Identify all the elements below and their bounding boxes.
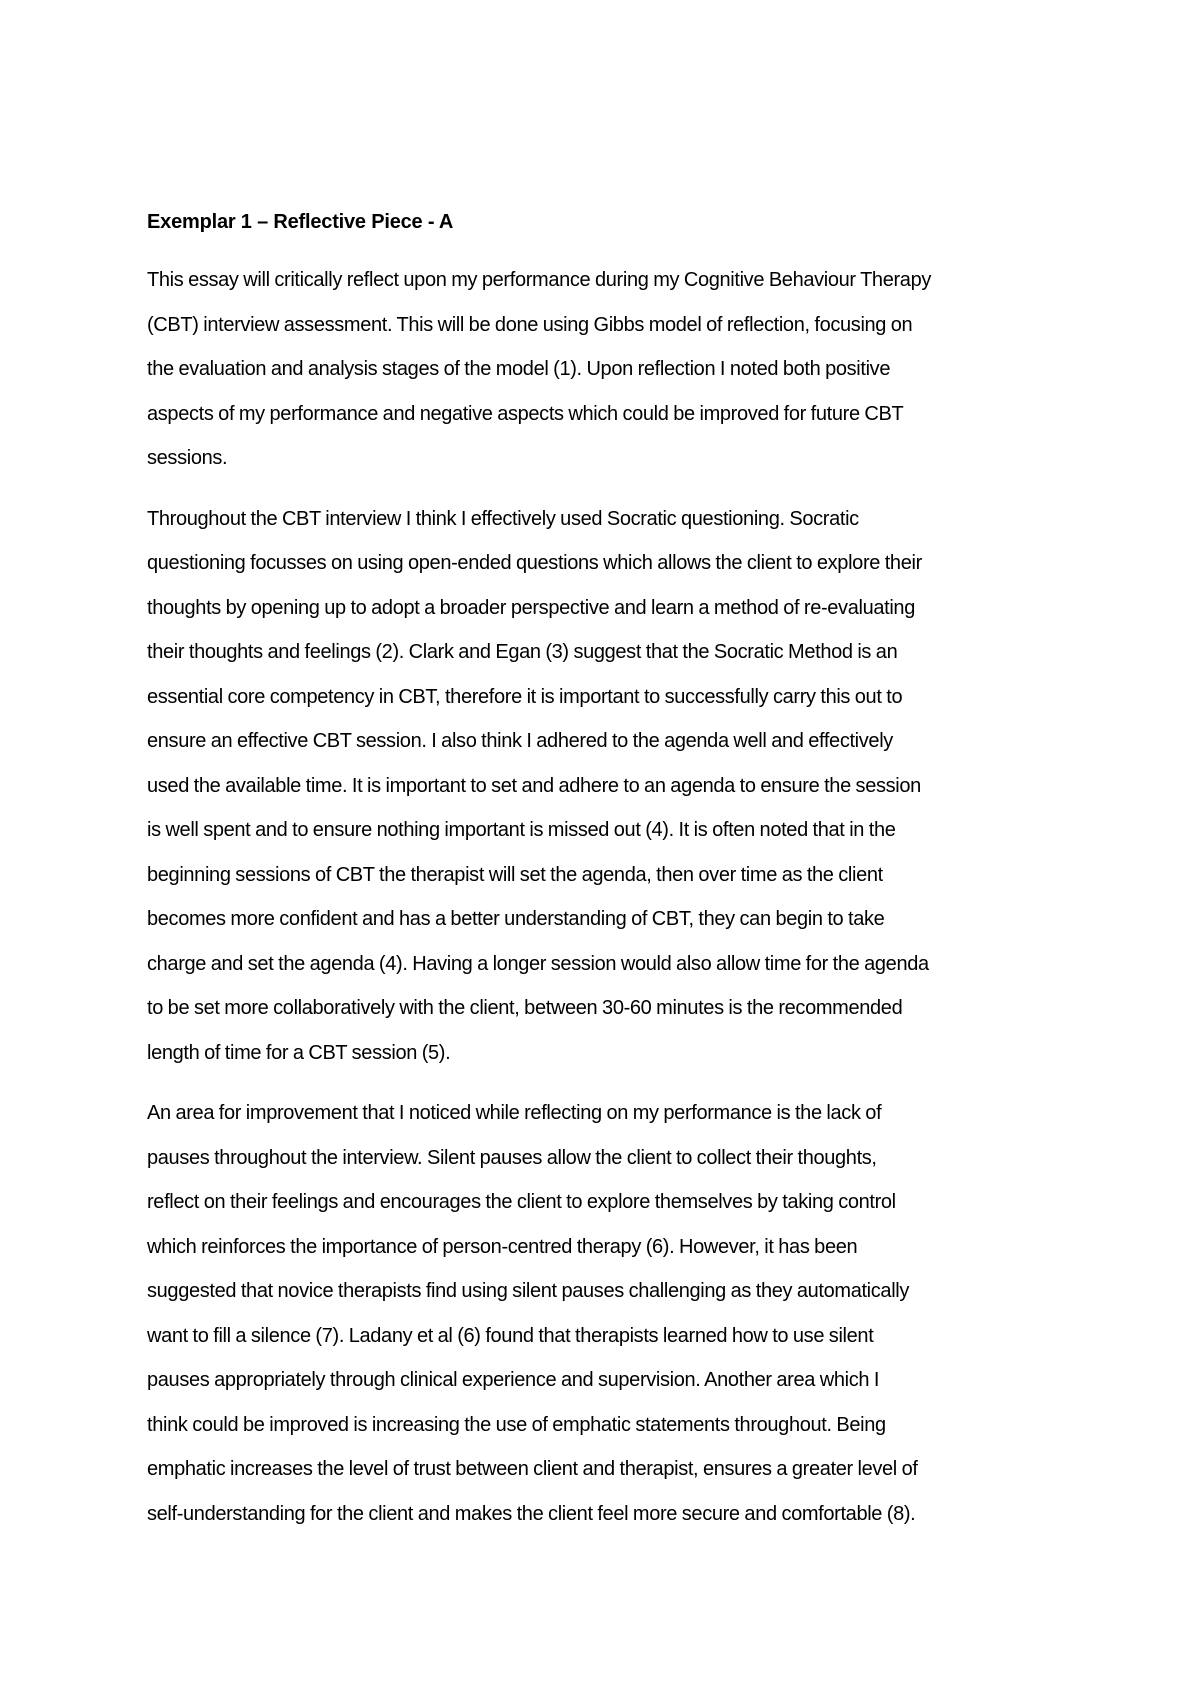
- text-line: to be set more collaboratively with the client, between 30-60 minutes is the recommended: [147, 997, 903, 1019]
- text-line: self-understanding for the client and makes the client feel more secure and comfortable (8).: [147, 1502, 916, 1525]
- text-line: used the available time. It is important to set and adhere to an agenda to ensure the session: [147, 774, 921, 797]
- text-line: think could be improved is increasing the use of emphatic statements throughout. Being: [147, 1413, 886, 1436]
- text-line: suggested that novice therapists find using silent pauses challenging as they automatically: [147, 1280, 910, 1302]
- text-line: questioning focusses on using open-ended questions which allows the client to explore their: [147, 552, 922, 574]
- text-line: the evaluation and analysis stages of the model (1). Upon reflection I noted both positive: [147, 358, 891, 380]
- text-line: thoughts by opening up to adopt a broader perspective and learn a method of re-evaluating: [147, 596, 915, 619]
- text-line: pauses appropriately through clinical experience and supervision. Another area which I: [147, 1369, 880, 1391]
- text-line: is well spent and to ensure nothing important is missed out (4). It is often noted that in the: [147, 819, 896, 841]
- text-line: sessions.: [147, 447, 228, 469]
- text-line: want to fill a silence (7). Ladany et al (6) found that therapists learned how to use silent: [147, 1324, 874, 1347]
- document-body: [147, 206, 1077, 1552]
- text-line: their thoughts and feelings (2). Clark and Egan (3) suggest that the Socratic Method is an: [147, 641, 898, 663]
- text-line: essential core competency in CBT, therefore it is important to successfully carry this out to: [147, 685, 903, 708]
- paragraph: [147, 497, 1077, 1076]
- document-title: Exemplar 1 – Reflective Piece - A: [147, 211, 454, 233]
- text-line: which reinforces the importance of person-centred therapy (6). However, it has been: [147, 1235, 858, 1258]
- text-line: ensure an effective CBT session. I also think I adhered to the agenda well and effectively: [147, 730, 893, 752]
- text-line: length of time for a CBT session (5).: [147, 1041, 451, 1064]
- text-line: beginning sessions of CBT the therapist will set the agenda, then over time as the client: [147, 863, 883, 886]
- text-line: becomes more confident and has a better understanding of CBT, they can begin to take: [147, 908, 885, 930]
- text-line: reflect on their feelings and encourages the client to explore themselves by taking control: [147, 1191, 896, 1213]
- text-line: An area for improvement that I noticed while reflecting on my performance is the lack of: [147, 1102, 882, 1124]
- text-line: This essay will critically reflect upon my performance during my Cognitive Behaviour Therapy: [147, 269, 931, 291]
- text-line: (CBT) interview assessment. This will be done using Gibbs model of reflection, focusing on: [147, 313, 913, 336]
- text-line: pauses throughout the interview. Silent pauses allow the client to collect their thoughts,: [147, 1146, 877, 1169]
- text-line: emphatic increases the level of trust between client and therapist, ensures a greater level of: [147, 1458, 918, 1480]
- paragraph-container: [147, 258, 1077, 1536]
- text-line: aspects of my performance and negative aspects which could be improved for future CBT: [147, 402, 904, 425]
- paragraph: [147, 1091, 1077, 1536]
- text-line: Throughout the CBT interview I think I effectively used Socratic questioning. Socratic: [147, 507, 859, 530]
- text-line: charge and set the agenda (4). Having a longer session would also allow time for the agenda: [147, 952, 929, 975]
- paragraph: [147, 258, 1077, 481]
